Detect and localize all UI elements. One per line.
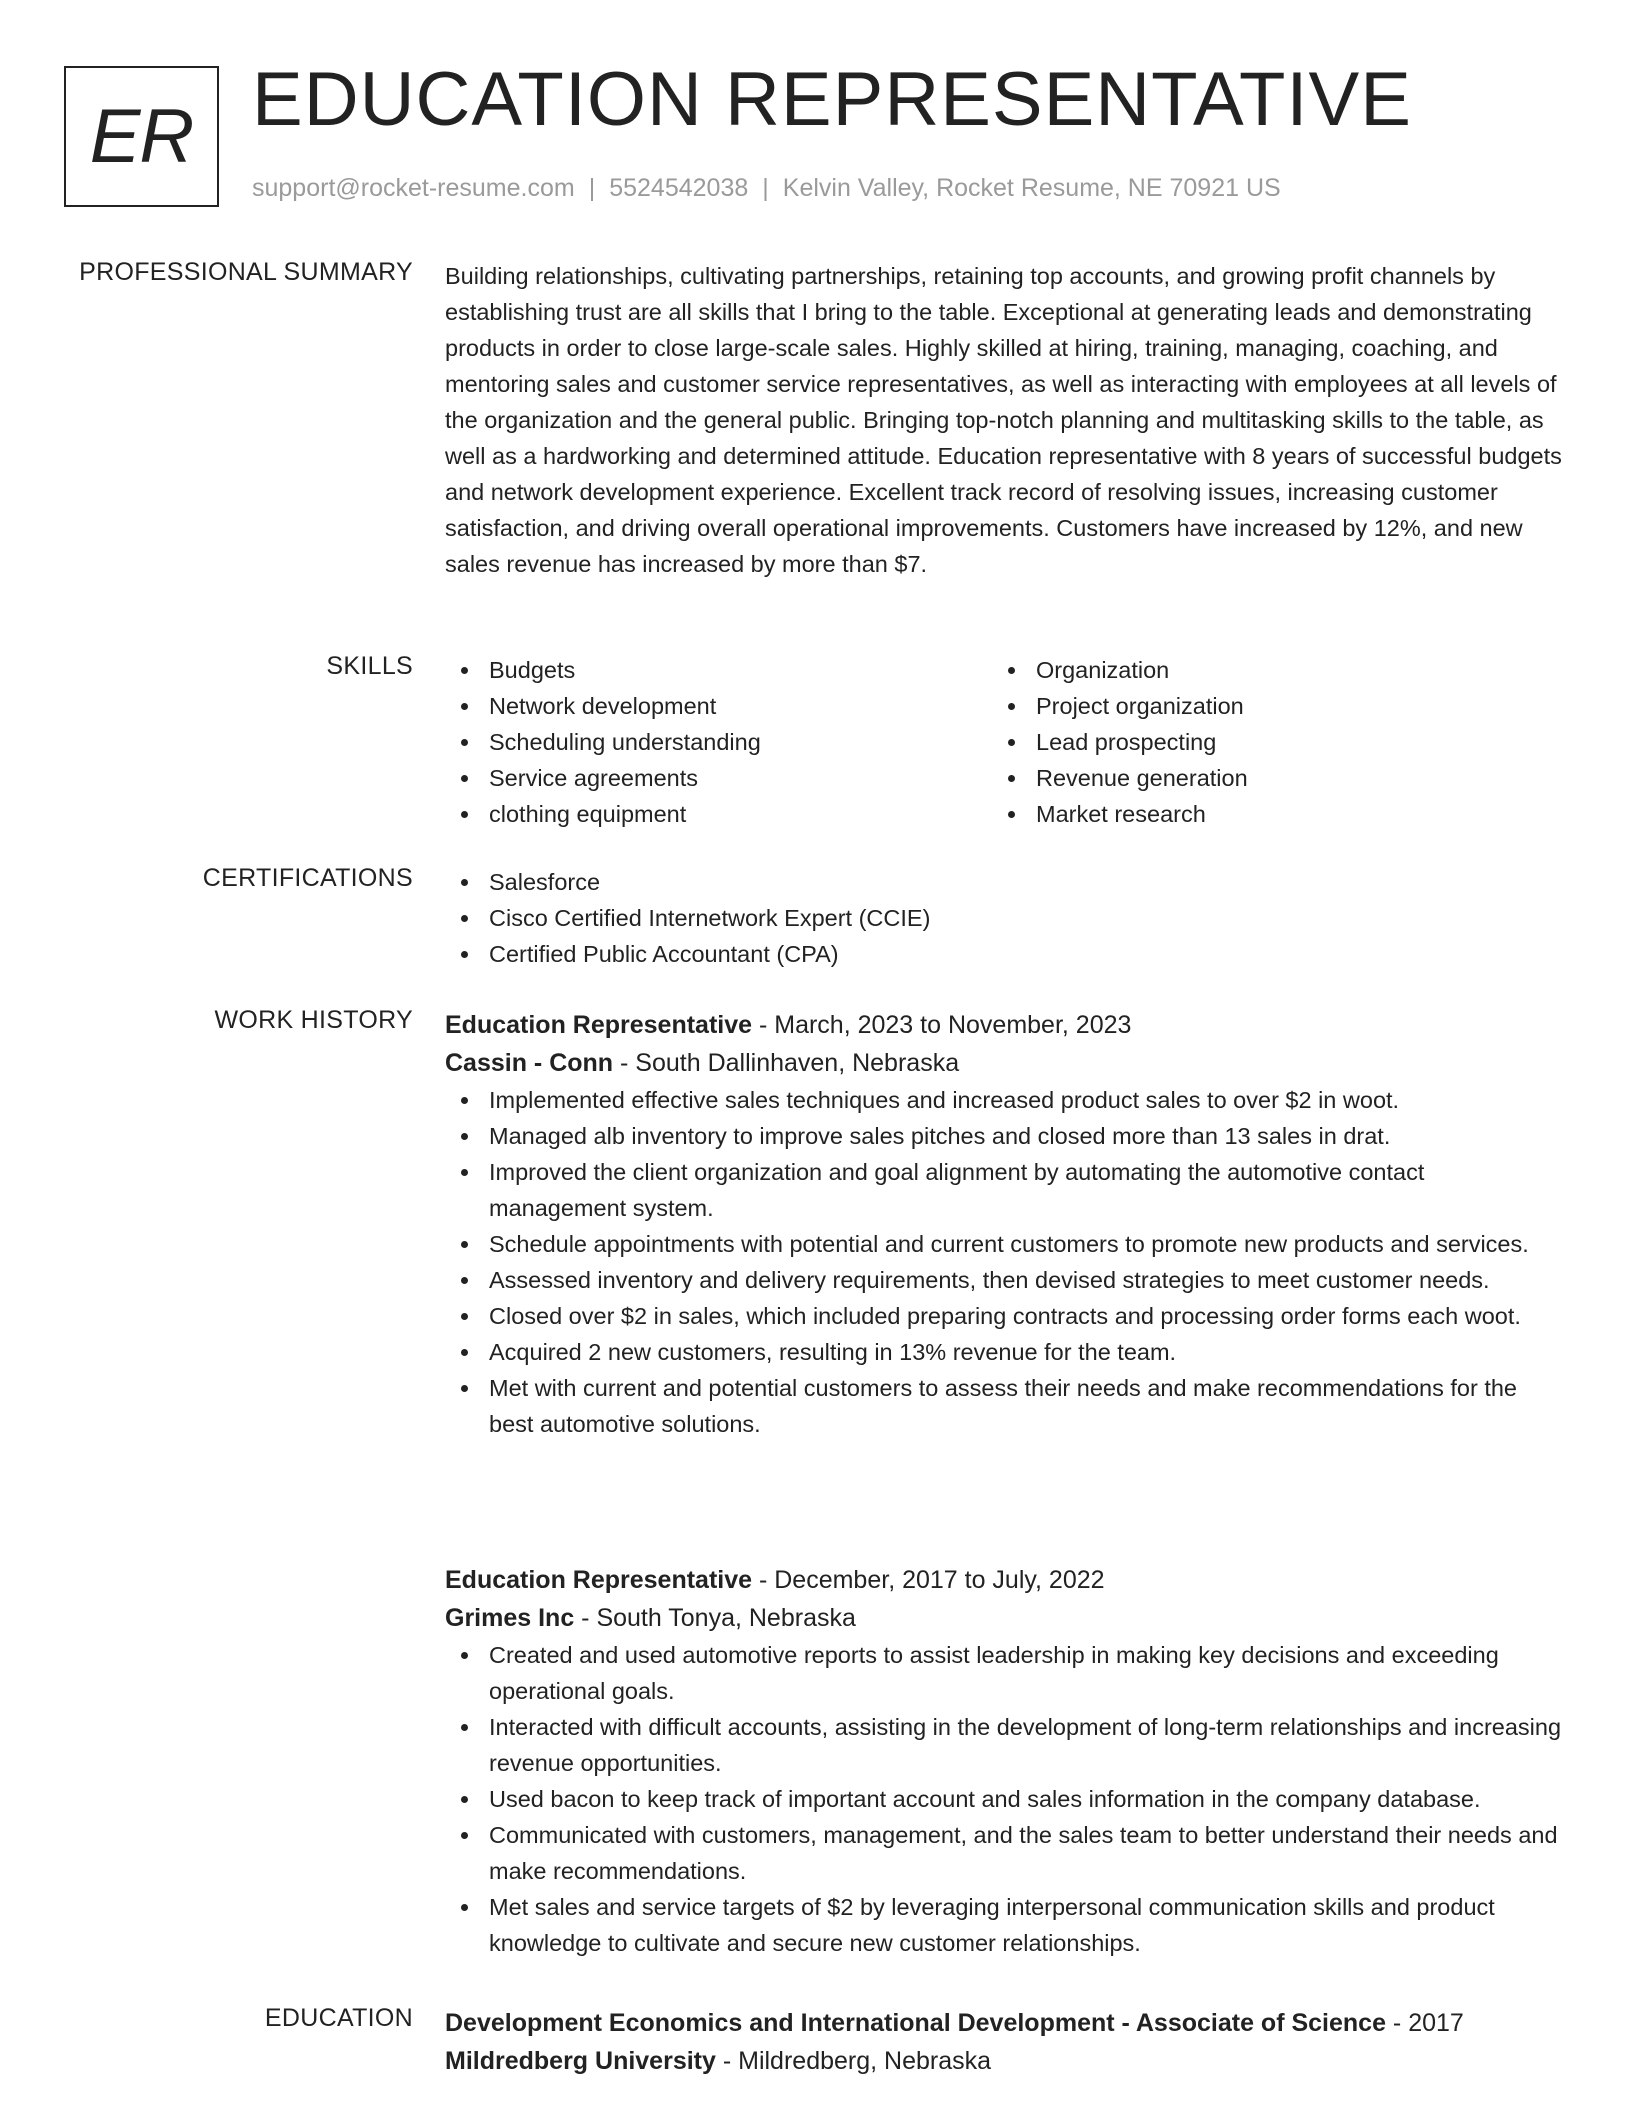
skill-item: Market research: [992, 796, 1539, 832]
skill-item: Revenue generation: [992, 760, 1539, 796]
certification-item: Salesforce: [445, 864, 1565, 900]
job-duty-item: Closed over $2 in sales, which included preparing contracts and processing order forms each woot.: [445, 1298, 1565, 1334]
job-duty-item: Met with current and potential customers to assess their needs and make recommendations for the best automotive solutions.: [445, 1370, 1565, 1442]
section-label-education: EDUCATION: [264, 2004, 413, 2032]
certifications-list: [445, 864, 1565, 972]
job-duty-item: Managed alb inventory to improve sales pitches and closed more than 13 sales in drat.: [445, 1118, 1565, 1154]
skills-list-right: [992, 652, 1539, 832]
section-label-certifications: CERTIFICATIONS: [202, 864, 413, 892]
job-company-line: [445, 1044, 1565, 1082]
contact-line: [252, 174, 1281, 203]
job-location: - South Tonya, Nebraska: [574, 1604, 856, 1632]
job-duties-list: [445, 1082, 1565, 1442]
job-duties-list: [445, 1637, 1565, 1961]
contact-separator: |: [762, 174, 769, 202]
section-label-skills: SKILLS: [326, 652, 413, 680]
job-duty-item: Created and used automotive reports to assist leadership in making key decisions and exceeding operational goals.: [445, 1637, 1565, 1709]
skill-item: Network development: [445, 688, 992, 724]
job-duty-item: Assessed inventory and delivery requirements, then devised strategies to meet customer needs.: [445, 1262, 1565, 1298]
section-label-work-history: WORK HISTORY: [214, 1006, 413, 1034]
section-label-summary: PROFESSIONAL SUMMARY: [79, 258, 413, 286]
summary-text: Building relationships, cultivating partnerships, retaining top accounts, and growing profit channels by establishing trust are all skills that I bring to the table. Exceptional at generating leads and demonstrating products in order to close large-scale sales. Highly skilled at hiring, training, managing, coaching, and mentoring sales and customer service representatives, as well as interacting with employees at all levels of the organization and the general public. Bringing top-notch planning and multitasking skills to the table, as well as a hardworking and determined attitude. Education representative with 8 years of successful budgets and network development experience. Excellent track record of resolving issues, increasing customer satisfaction, and driving overall operational improvements. Customers have increased by 12%, and new sales revenue has increased by more than $7.: [445, 263, 1562, 577]
job-dates: - March, 2023 to November, 2023: [752, 1011, 1132, 1039]
job-duty-item: Schedule appointments with potential and current customers to promote new products and services.: [445, 1226, 1565, 1262]
skill-item: Project organization: [992, 688, 1539, 724]
monogram-logo: ER: [64, 66, 219, 207]
job-duty-item: Acquired 2 new customers, resulting in 13% revenue for the team.: [445, 1334, 1565, 1370]
job-company-line: [445, 1599, 1565, 1637]
skill-item: Service agreements: [445, 760, 992, 796]
job-location: - South Dallinhaven, Nebraska: [613, 1049, 960, 1077]
job-title-line: [445, 1006, 1565, 1044]
job-entry: [445, 1561, 1565, 1961]
skill-item: Lead prospecting: [992, 724, 1539, 760]
contact-phone[interactable]: 5524542038: [609, 174, 749, 202]
job-duty-item: Improved the client organization and goal alignment by automating the automotive contact management system.: [445, 1154, 1565, 1226]
contact-email[interactable]: support@rocket-resume.com: [252, 174, 575, 202]
job-duty-item: Implemented effective sales techniques and increased product sales to over $2 in woot.: [445, 1082, 1565, 1118]
skill-item: Budgets: [445, 652, 992, 688]
job-dates: - December, 2017 to July, 2022: [752, 1566, 1105, 1594]
job-duty-item: Interacted with difficult accounts, assisting in the development of long-term relationships and increasing revenue opportunities.: [445, 1709, 1565, 1781]
education-school-line: [445, 2042, 1565, 2080]
certification-item: Certified Public Accountant (CPA): [445, 936, 1565, 972]
education-degree-line: [445, 2004, 1565, 2042]
job-duty-item: Met sales and service targets of $2 by leveraging interpersonal communication skills and product knowledge to cultivate and secure new customer relationships.: [445, 1889, 1565, 1961]
education-degree: Development Economics and International Development - Associate of Science: [445, 2009, 1386, 2037]
job-duty-item: Communicated with customers, management, and the sales team to better understand their needs and make recommendations.: [445, 1817, 1565, 1889]
education-location: - Mildredberg, Nebraska: [715, 2047, 992, 2075]
certification-item: Cisco Certified Internetwork Expert (CCIE): [445, 900, 1565, 936]
job-duty-item: Used bacon to keep track of important account and sales information in the company database.: [445, 1781, 1565, 1817]
skill-item: Scheduling understanding: [445, 724, 992, 760]
job-company: Cassin - Conn: [445, 1049, 614, 1077]
skill-item: clothing equipment: [445, 796, 992, 832]
education-school: Mildredberg University: [445, 2047, 716, 2075]
job-company: Grimes Inc: [445, 1604, 575, 1632]
contact-address: Kelvin Valley, Rocket Resume, NE 70921 US: [782, 174, 1281, 202]
job-title-line: [445, 1561, 1565, 1599]
job-entry: [445, 1006, 1565, 1442]
skills-list-left: [445, 652, 992, 832]
contact-separator: |: [588, 174, 596, 202]
job-title: Education Representative: [445, 1566, 753, 1594]
education-year: - 2017: [1385, 2009, 1464, 2037]
job-title: Education Representative: [445, 1011, 753, 1039]
resume-title: EDUCATION REPRESENTATIVE: [252, 57, 1412, 142]
skill-item: Organization: [992, 652, 1539, 688]
